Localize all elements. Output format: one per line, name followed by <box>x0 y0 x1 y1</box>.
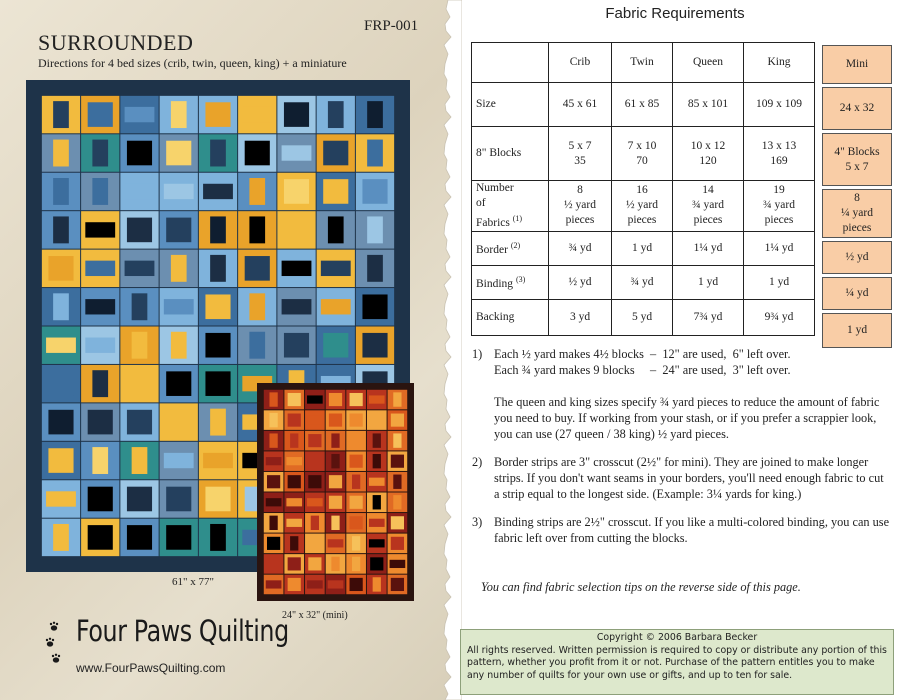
torn-edge <box>440 0 462 700</box>
caption-large-size: 61" x 77" <box>172 576 214 588</box>
brand-name: Four Paws Quilting <box>76 614 289 648</box>
note-3-text: Binding strips are 2½" crosscut. If you like a multi-colored binding, you can use fabric left over from cutting the blocks. <box>494 515 890 545</box>
table-cell: 1 yd <box>673 265 744 299</box>
table-cell: 1¼ yd <box>673 231 744 265</box>
quilt-photo-mini <box>257 383 414 601</box>
row-label: 8" Blocks <box>472 127 549 181</box>
row-label: Size <box>472 83 549 127</box>
table-cell: 7¾ yd <box>673 299 744 335</box>
pattern-title: SURROUNDED <box>38 30 194 55</box>
table-cell: 7 x 10 70 <box>612 127 673 181</box>
table-cell: 10 x 12 120 <box>673 127 744 181</box>
mini-cell: 8 ¼ yard pieces <box>822 189 892 238</box>
table-row <box>472 299 815 335</box>
mini-cell: ¼ yd <box>822 277 892 310</box>
table-cell: ¾ yd <box>549 231 612 265</box>
note-2-text: Border strips are 3" crosscut (2½" for mini). They are joined to make longer strips. If you don't want seams in your borders, you'll need enough fabric to cut a strip equal to the longest side. (Example: 3¼ yards for king.) <box>494 455 884 501</box>
paw-prints-icon <box>44 618 66 670</box>
caption-mini-size: 24" x 32" (mini) <box>282 610 348 621</box>
table-cell: 61 x 85 <box>612 83 673 127</box>
table-cell: 3 yd <box>549 299 612 335</box>
column-header-twin: Twin <box>612 43 673 83</box>
table-cell: 1 yd <box>612 231 673 265</box>
column-header-king: King <box>744 43 815 83</box>
table-cell: 5 x 7 35 <box>549 127 612 181</box>
table-cell: 13 x 13 169 <box>744 127 815 181</box>
table-cell: ½ yd <box>549 265 612 299</box>
table-cell: 45 x 61 <box>549 83 612 127</box>
table-cell: 8 ½ yard pieces <box>549 181 612 232</box>
table-cell: 9¾ yd <box>744 299 815 335</box>
note-1-line-2: Each ¾ yard makes 9 blocks – 24" are used, 3" left over. <box>494 363 791 377</box>
row-label: Backing <box>472 299 549 335</box>
column-header-queen: Queen <box>673 43 744 83</box>
note-1: 1) Each ½ yard makes 4½ blocks – 12" are used, 6" left over. Each ¾ yard makes 9 blocks – 24" are used, 3" left over. The queen and king sizes specify ¾ yard pieces to reduce the amount of fabric you need to buy. If working from your stash, or if you prefer a scrappier look, you can use (27 queen / 38 king) ½ yard pieces. <box>472 346 892 442</box>
notes-section <box>472 346 892 558</box>
table-cell: 85 x 101 <box>673 83 744 127</box>
mini-cell: 4" Blocks 5 x 7 <box>822 133 892 186</box>
table-cell: 1¼ yd <box>744 231 815 265</box>
website-link[interactable]: www.FourPawsQuilting.com <box>76 661 226 675</box>
pattern-code: FRP-001 <box>364 18 419 34</box>
mini-cell: 24 x 32 <box>822 87 892 130</box>
requirements-title: Fabric Requirements <box>605 5 745 22</box>
header-blank <box>472 43 549 83</box>
table-cell: 1 yd <box>744 265 815 299</box>
copyright-body: All rights reserved. Written permission is required to copy or distribute any portion of this pattern, whether you profit from it or not. Purchase of the pattern entitles you to make any number of quilts for your own use or gifts, and up to ten for sale. <box>467 644 887 681</box>
table-row <box>472 83 815 127</box>
note-1-line-1: Each ½ yard makes 4½ blocks – 12" are used, 6" left over. <box>494 347 791 361</box>
copyright-box <box>460 629 894 695</box>
table-row <box>472 181 815 232</box>
note-3: 3) Binding strips are 2½" crosscut. If you like a multi-colored binding, you can use fabric left over from cutting the blocks. <box>472 514 892 546</box>
mini-requirements-column <box>822 42 892 351</box>
table-cell: ¾ yd <box>612 265 673 299</box>
table-row <box>472 231 815 265</box>
table-cell: 16 ½ yard pieces <box>612 181 673 232</box>
table-cell: 19 ¾ yard pieces <box>744 181 815 232</box>
column-header-crib: Crib <box>549 43 612 83</box>
table-cell: 5 yd <box>612 299 673 335</box>
selection-tip: You can find fabric selection tips on the reverse side of this page. <box>481 580 801 594</box>
copyright-line: Copyright © 2006 Barbara Becker <box>596 632 758 643</box>
table-row <box>472 127 815 181</box>
note-2: 2) Border strips are 3" crosscut (2½" for mini). They are joined to make longer strips. If you don't want seams in your borders, you'll need enough fabric to cut a strip equal to the longest side. (Example: 3¼ yards for king.) <box>472 454 892 502</box>
mini-cell: ½ yd <box>822 241 892 274</box>
row-label: Binding $^{(3)}$ <box>472 265 549 299</box>
note-1-extra: The queen and king sizes specify ¾ yard pieces to reduce the amount of fabric you need to buy. If working from your stash, or if you prefer a scrappier look, you can use (27 queen / 38 king) ½ yard pieces. <box>494 395 880 441</box>
mini-cell: 1 yd <box>822 313 892 348</box>
table-row <box>472 265 815 299</box>
row-label: Border $^{(2)}$ <box>472 231 549 265</box>
table-cell: 14 ¾ yard pieces <box>673 181 744 232</box>
mini-header: Mini <box>822 45 892 84</box>
pattern-subtitle: Directions for 4 bed sizes (crib, twin, queen, king) + a miniature <box>38 56 347 70</box>
table-cell: 109 x 109 <box>744 83 815 127</box>
fabric-requirements-table <box>471 42 815 336</box>
row-label: Number of Fabrics $^{(1)}$ <box>472 181 549 232</box>
